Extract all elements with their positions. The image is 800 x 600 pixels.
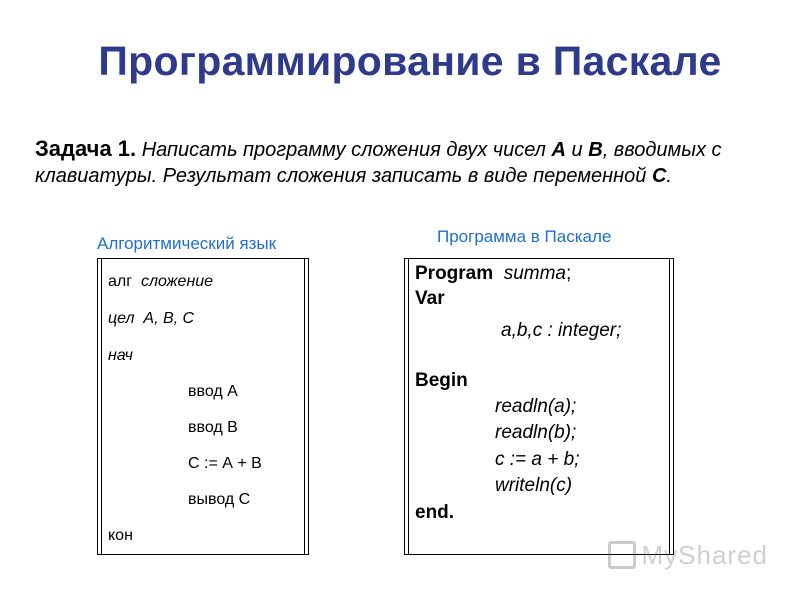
task-text-part2: , вводимых с клавиатуры. Результат сложения записать в виде переменной [35, 139, 722, 187]
pas-line-2: Var [415, 288, 445, 309]
task-and: и [565, 139, 589, 161]
task-text-part1: Написать программу сложения двух чисел [141, 139, 552, 161]
alg-kw-alg: алг [108, 273, 133, 290]
pas-program-name: summa [503, 263, 566, 284]
pascal-box [404, 258, 674, 555]
presentation-board-icon [608, 541, 636, 569]
pas-line-8: writeln(c) [495, 475, 573, 496]
pascal-caption: Программа в Паскале [437, 227, 612, 246]
alg-line-6: С := А + В [188, 455, 262, 472]
algorithmic-caption: Алгоритмический язык [97, 234, 277, 253]
pas-line-1 [415, 263, 571, 285]
alg-line-4: ввод А [188, 383, 238, 400]
watermark-text: MyShared [641, 539, 768, 570]
alg-line-7: вывод С [188, 491, 251, 508]
alg-line-1 [108, 273, 213, 291]
pas-line-7: c := a + b; [495, 449, 580, 470]
alg-line-8: кон [108, 527, 133, 544]
algorithm-box [97, 258, 309, 555]
task-end: . [666, 165, 672, 187]
page-title: Программирование в Паскале [98, 38, 722, 84]
alg-line-3: нач [108, 347, 133, 364]
task-var-a: А [551, 139, 566, 161]
pas-line-4: Begin [415, 370, 468, 391]
pas-line-5: readln(a); [495, 396, 577, 417]
alg-name: сложение [140, 273, 214, 290]
pas-line-9: end. [415, 502, 455, 523]
pas-line-3: a,b,c : integer; [501, 320, 622, 341]
task-statement [35, 136, 755, 189]
task-var-b: В [588, 139, 603, 161]
alg-line-2: цел А, В, С [108, 310, 195, 327]
task-label: Задача 1. [35, 136, 137, 161]
watermark [608, 537, 768, 573]
pas-semicolon: ; [566, 263, 572, 284]
pas-line-6: readln(b); [495, 422, 577, 443]
alg-line-5: ввод В [188, 419, 238, 436]
pas-kw-program: Program [415, 263, 494, 284]
task-var-c: С [651, 165, 667, 187]
